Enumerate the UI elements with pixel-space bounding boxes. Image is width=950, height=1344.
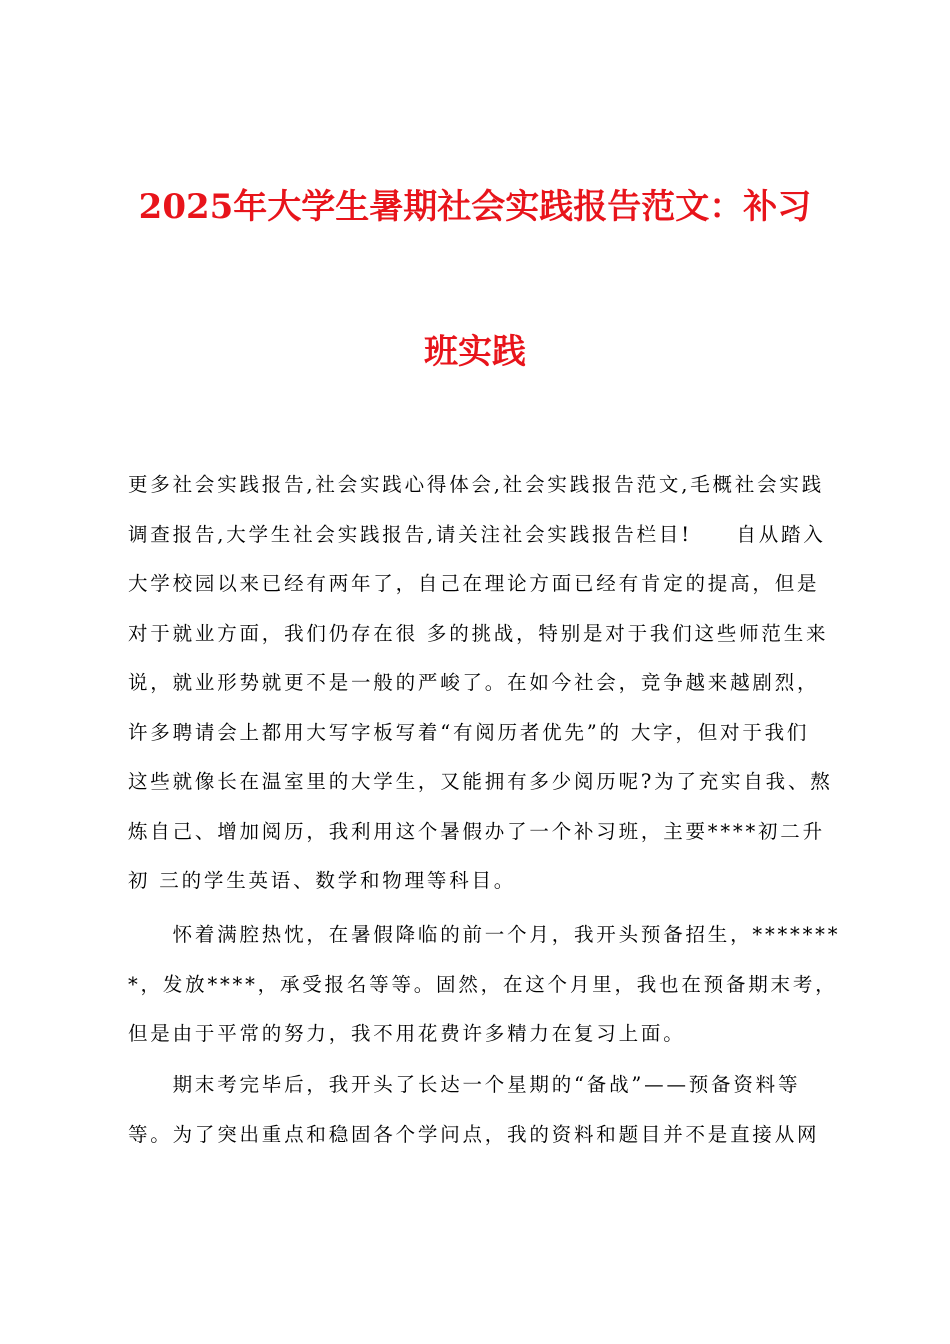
paragraph-line: 这些就像长在温室里的大学生，又能拥有多少阅历呢?为了充实自我、熬 — [128, 770, 833, 793]
paragraph-1 — [128, 460, 834, 906]
paragraph-line: 大学校园以来已经有两年了，自己在理论方面已经有肯定的提高，但是 — [128, 572, 820, 595]
paragraph-line: 调查报告,大学生社会实践报告,请关注社会实践报告栏目! 自从踏入 — [128, 522, 826, 546]
paragraph-line: 对于就业方面，我们仍存在很 多的挑战，特别是对于我们这些师范生来 — [128, 621, 829, 645]
paragraph-line: 许多聘请会上都用大写字板写着“有阅历者优先”的 大字，但对于我们 — [128, 720, 810, 744]
paragraph-line: 炼自己、增加阅历，我利用这个暑假办了一个补习班，主要****初二升 — [128, 819, 825, 843]
paragraph-line: 更多社会实践报告,社会实践心得体会,社会实践报告范文,毛概社会实践 — [128, 473, 824, 496]
document-title-line-1: 2025年大学生暑期社会实践报告范文：补习 — [138, 187, 812, 227]
paragraph-2 — [128, 910, 841, 1059]
paragraph-line: 说，就业形势就更不是一般的严峻了。在如今社会，竞争越来越剧烈， — [128, 671, 820, 694]
paragraph-line: 初 三的学生英语、数学和物理等科目。 — [128, 869, 517, 892]
paragraph-line: *，发放****，承受报名等等。固然，在这个月里，我也在预备期末考， — [128, 972, 838, 996]
paragraph-line: 怀着满腔热忱，在暑假降临的前一个月，我开头预备招生，******* — [128, 923, 841, 946]
paragraph-3 — [128, 1060, 834, 1159]
paragraph-line: 但是由于平常的努力，我不用花费许多精力在复习上面。 — [128, 1022, 686, 1045]
document-title-line-2: 班实践 — [424, 332, 526, 372]
paragraph-line: 期末考完毕后，我开头了长达一个星期的“备战”——预备资料等 — [128, 1073, 801, 1096]
paragraph-line: 等。为了突出重点和稳固各个学问点，我的资料和题目并不是直接从网 — [128, 1122, 820, 1146]
